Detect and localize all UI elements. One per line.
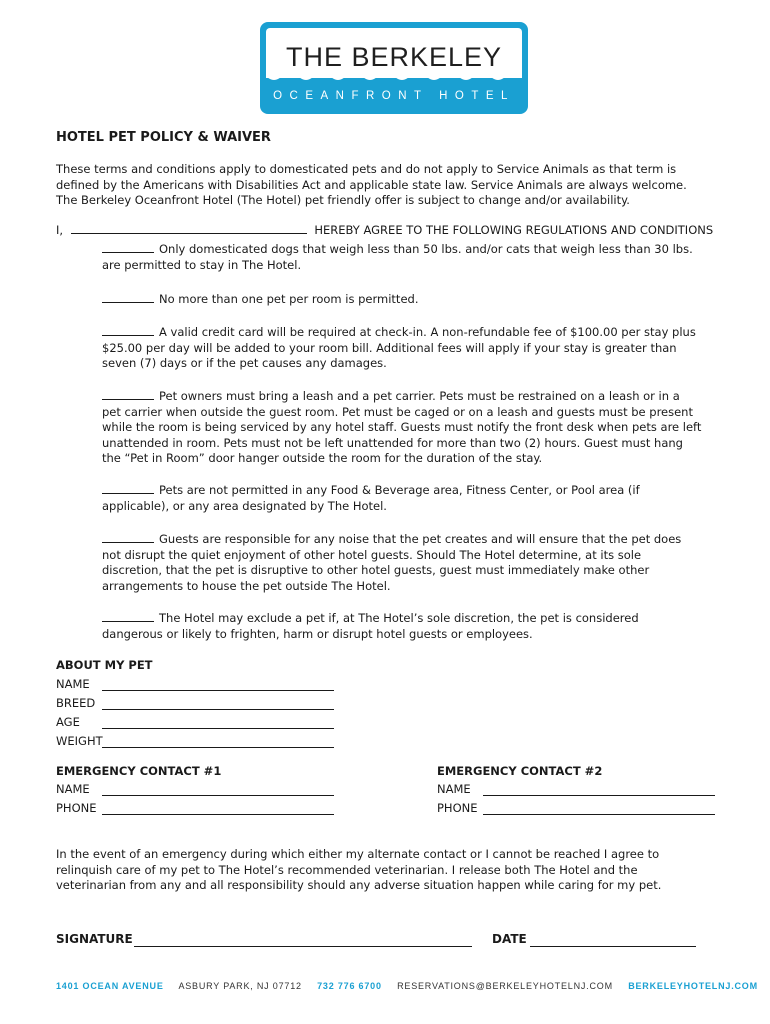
logo-title: THE BERKELEY	[285, 42, 503, 72]
initials-blank[interactable]	[102, 335, 154, 336]
document-title: HOTEL PET POLICY & WAIVER	[56, 130, 271, 145]
ec1-phone-label: PHONE	[56, 801, 97, 815]
footer-phone: 732 776 6700	[317, 981, 382, 991]
clause-item	[102, 325, 702, 372]
footer-address: 1401 OCEAN AVENUE	[56, 981, 164, 991]
footer-city: ASBURY PARK, NJ 07712	[178, 981, 302, 991]
signature-field[interactable]	[134, 946, 472, 947]
ec2-phone-label: PHONE	[437, 801, 478, 815]
clause-item	[102, 611, 702, 642]
clause-item	[102, 292, 702, 308]
pet-name-field[interactable]	[102, 690, 334, 691]
initials-blank[interactable]	[102, 542, 154, 543]
ec2-phone-field[interactable]	[483, 814, 715, 815]
footer-website[interactable]: BERKELEYHOTELNJ.COM	[628, 981, 758, 991]
pet-weight-field[interactable]	[102, 747, 334, 748]
clause-text: No more than one pet per room is permitted.	[159, 292, 419, 306]
footer	[56, 981, 770, 991]
wave-icon	[266, 74, 522, 84]
initials-blank[interactable]	[102, 621, 154, 622]
clause-item	[102, 389, 702, 467]
pet-breed-field[interactable]	[102, 709, 334, 710]
clause-item	[102, 242, 702, 273]
clause-text: Guests are responsible for any noise that the pet creates and will ensure that the pet does not disrupt the quiet enjoyment of other hotel guests. Should The Hotel determine, at its sole discretion, that the pet is disruptive to other hotel guests, guest must immediately make other arrangements to house the pet outside The Hotel.	[102, 532, 682, 593]
initials-blank[interactable]	[102, 302, 154, 303]
pet-name-label: NAME	[56, 677, 90, 691]
emergency-contact-1-heading: EMERGENCY CONTACT #1	[56, 764, 222, 778]
release-paragraph: In the event of an emergency during which either my alternate contact or I cannot be reached I agree to relinquish care of my pet to The Hotel’s recommended veterinarian. I release both The Hotel and the veterinarian from any and all responsibility should any adverse situation happen while caring for my pet.	[56, 847, 662, 892]
clause-item	[102, 483, 702, 514]
clause-item	[102, 532, 702, 594]
date-label: DATE	[492, 932, 527, 946]
pet-age-field[interactable]	[102, 728, 334, 729]
pet-weight-label: WEIGHT	[56, 734, 103, 748]
emergency-contact-2-heading: EMERGENCY CONTACT #2	[437, 764, 603, 778]
initials-blank[interactable]	[102, 493, 154, 494]
logo-panel	[266, 28, 522, 78]
ec2-name-label: NAME	[437, 782, 471, 796]
date-field[interactable]	[530, 946, 696, 947]
hotel-logo	[260, 22, 528, 114]
clause-text: Pet owners must bring a leash and a pet carrier. Pets must be restrained on a leash or in a pet carrier when outside the guest room. Pet must be caged or on a leash and guests must be present while the room is being serviced by any hotel staff. Guests must notify the front desk when pets are left unattended in room. Pets must not be left unattended for more than two (2) hours. Guest must hang the “Pet in Room” door hanger outside the room for the duration of the stay.	[102, 389, 702, 465]
footer-email[interactable]: RESERVATIONS@BERKELEYHOTELNJ.COM	[397, 981, 613, 991]
ec1-name-label: NAME	[56, 782, 90, 796]
initials-blank[interactable]	[102, 399, 154, 400]
intro-paragraph: These terms and conditions apply to domesticated pets and do not apply to Service Animals as that term is defined by the Americans with Disabilities Act and applicable state law. Service Animals are always welcome. The Berkeley Oceanfront Hotel (The Hotel) pet friendly offer is subject to change and/or availability.	[56, 162, 687, 207]
ec2-name-field[interactable]	[483, 795, 715, 796]
initials-blank[interactable]	[102, 252, 154, 253]
clause-text: The Hotel may exclude a pet if, at The Hotel’s sole discretion, the pet is considered dangerous or likely to frighten, harm or disrupt hotel guests or employees.	[102, 611, 639, 641]
owner-name-blank[interactable]	[71, 233, 307, 234]
ec1-phone-field[interactable]	[102, 814, 334, 815]
pet-breed-label: BREED	[56, 696, 96, 710]
agree-prefix: I,	[56, 223, 64, 237]
logo-subtitle: OCEANFRONT HOTEL	[273, 90, 515, 102]
agreement-line	[56, 223, 713, 237]
clause-text: Pets are not permitted in any Food & Beverage area, Fitness Center, or Pool area (if applicable), or any area designated by The Hotel.	[102, 483, 640, 513]
ec1-name-field[interactable]	[102, 795, 334, 796]
clause-text: A valid credit card will be required at check-in. A non-refundable fee of $100.00 per stay plus $25.00 per day will be added to your room bill. Additional fees will apply if your stay is greater than seven (7) days or if the pet causes any damages.	[102, 325, 696, 370]
signature-label: SIGNATURE	[56, 932, 133, 946]
pet-age-label: AGE	[56, 715, 80, 729]
clause-text: Only domesticated dogs that weigh less than 50 lbs. and/or cats that weigh less than 30 lbs. are permitted to stay in The Hotel.	[102, 242, 693, 272]
about-pet-heading: ABOUT MY PET	[56, 658, 153, 672]
agree-suffix: HEREBY AGREE TO THE FOLLOWING REGULATIONS AND CONDITIONS	[314, 223, 714, 237]
